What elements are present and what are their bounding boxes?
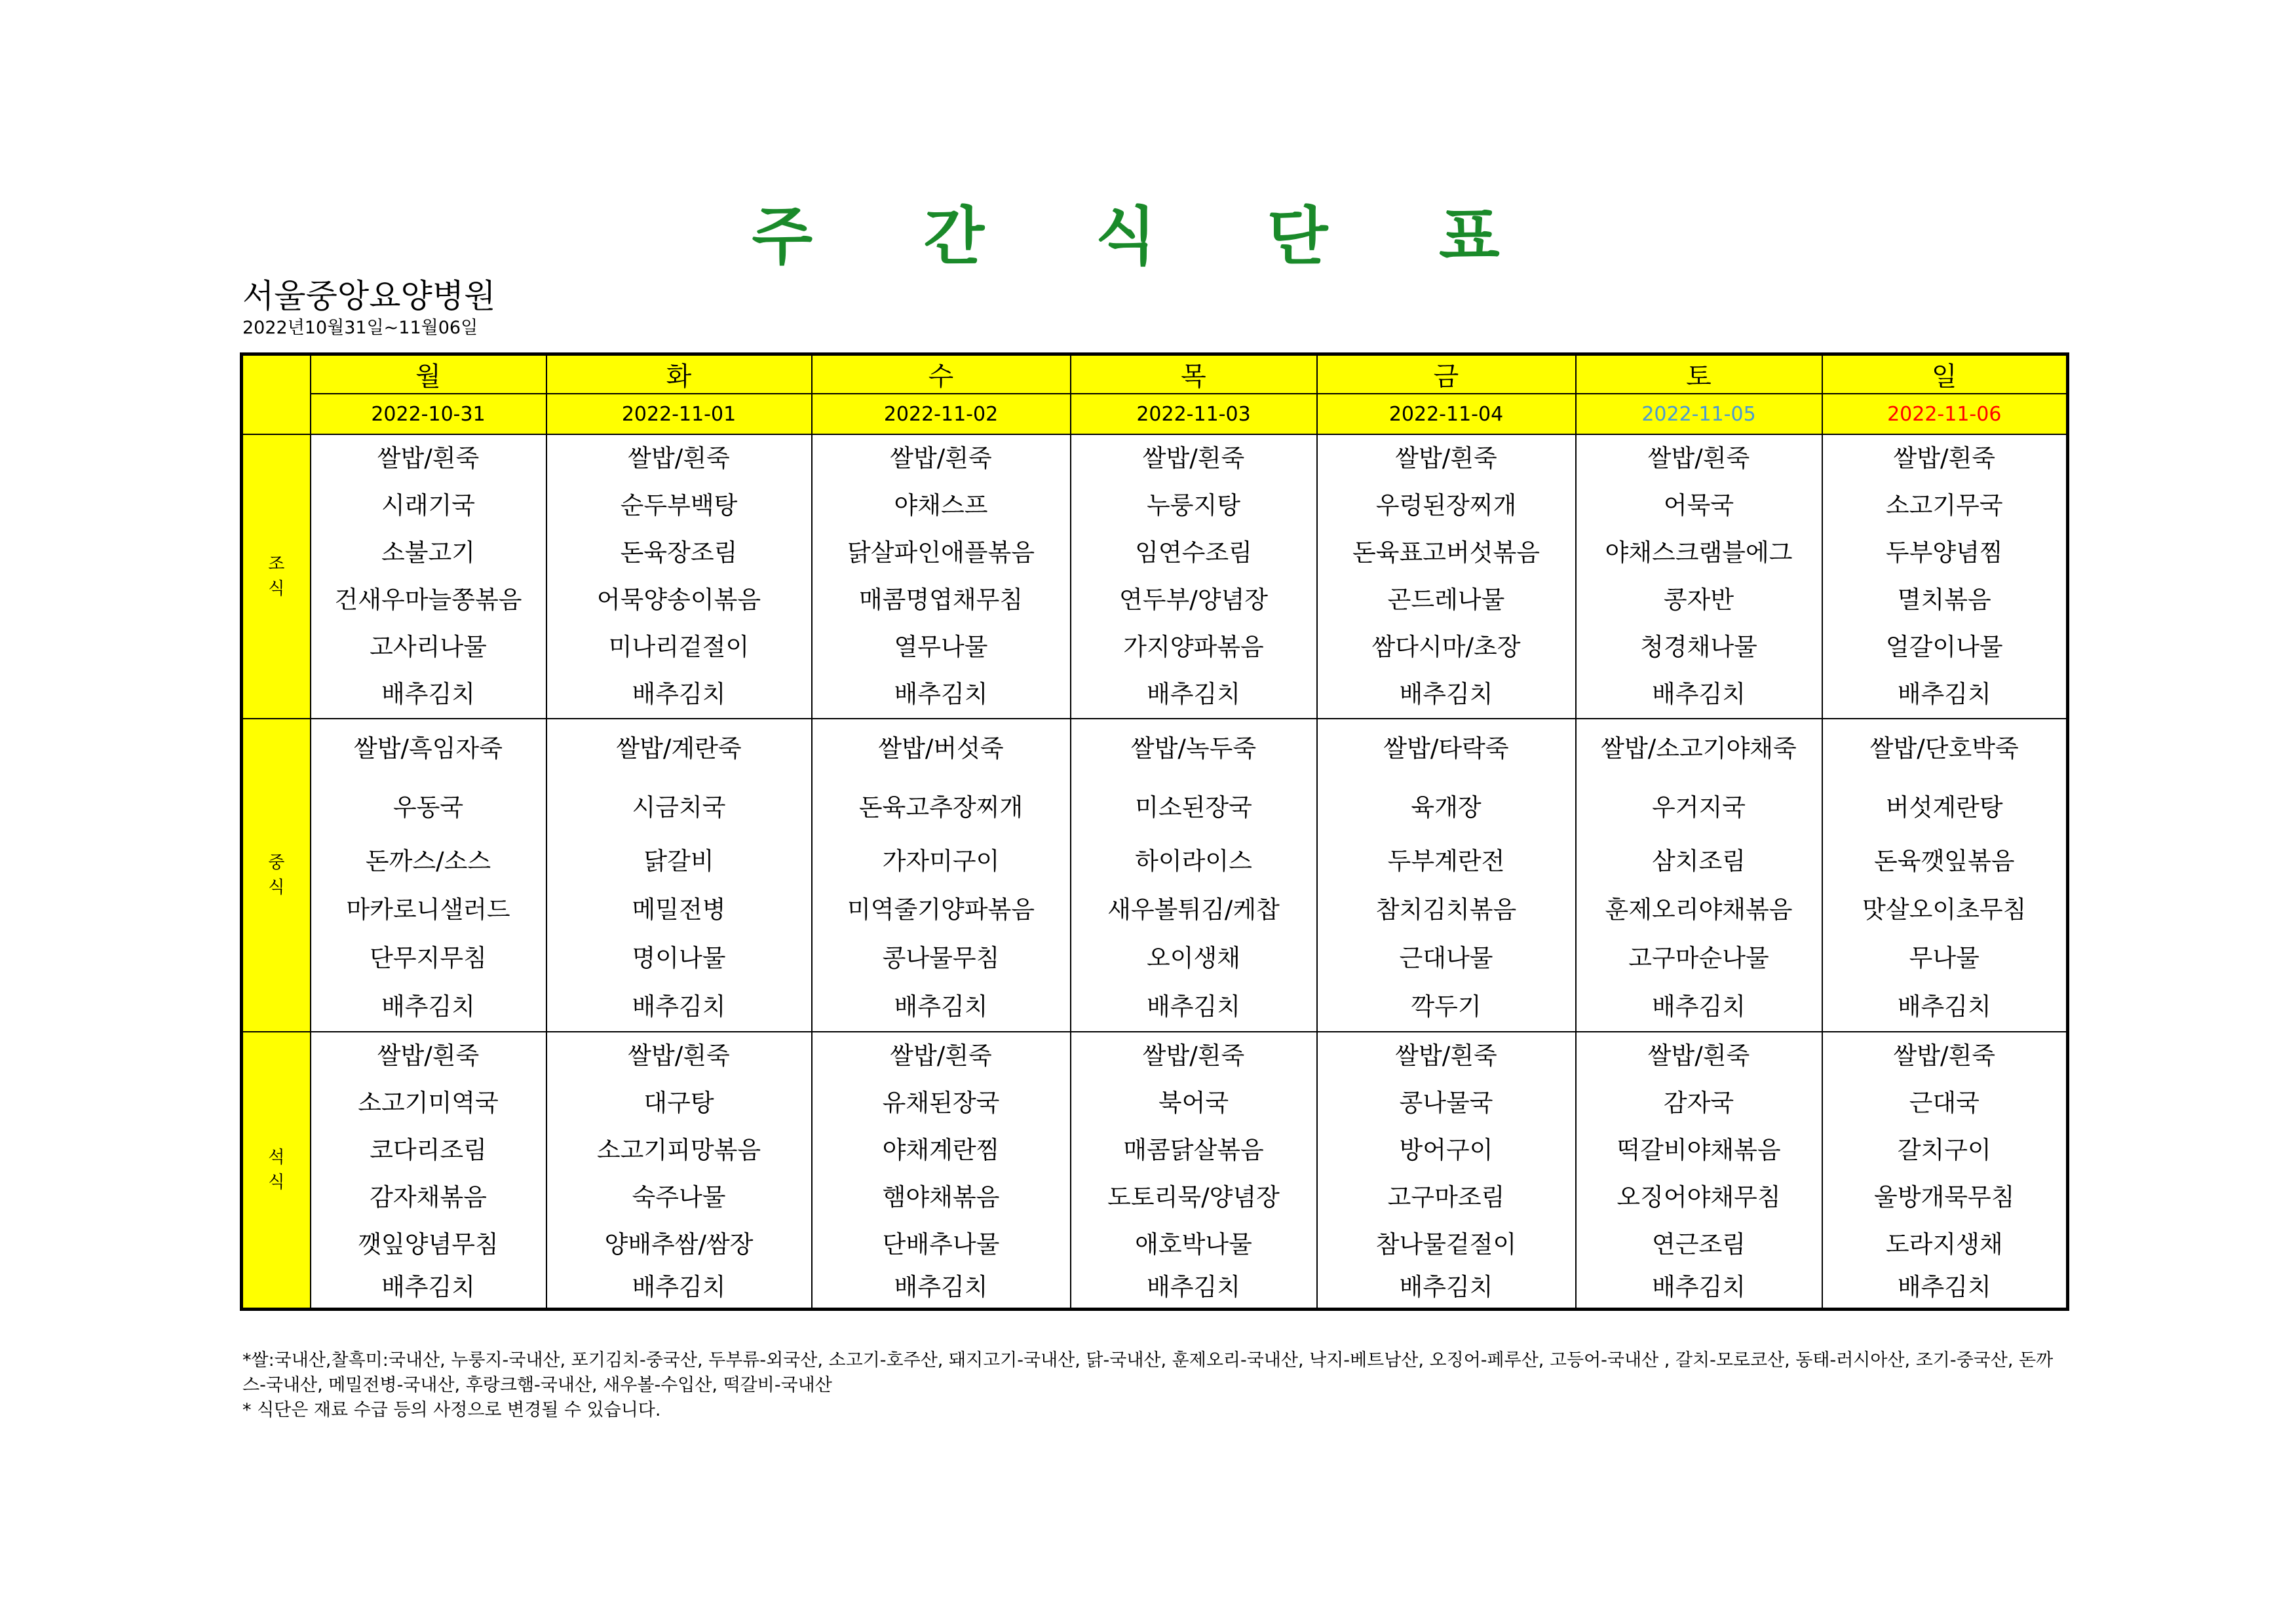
menu-item: 쌀밥/버섯죽 [878, 734, 1004, 763]
menu-item: 애호박나물 [1135, 1230, 1252, 1258]
breakfast-row [242, 434, 2068, 719]
breakfast-menu-cell [1576, 434, 1822, 719]
menu-item: 맛살오이초무침 [1862, 896, 2027, 924]
menu-item: 소고기미역국 [358, 1089, 499, 1117]
menu-item: 배추김치 [1897, 680, 1991, 708]
day-name: 토 [1576, 354, 1822, 394]
lunch-menu-cell [311, 719, 546, 1032]
menu-item: 깻잎양념무침 [358, 1230, 499, 1258]
lunch-label [242, 719, 311, 1032]
menu-item: 참치김치볶음 [1375, 896, 1517, 924]
menu-item: 돈육고추장찌개 [858, 793, 1024, 821]
corner-cell [242, 354, 311, 435]
page-title: 주 간 식 단 표 [752, 200, 1544, 273]
menu-item: 쌀밥/계란죽 [616, 734, 742, 763]
menu-item: 미소된장국 [1135, 793, 1252, 821]
menu-item: 배추김치 [1147, 1273, 1240, 1301]
menu-item: 배추김치 [381, 1273, 475, 1301]
menu-item: 우동국 [392, 793, 464, 821]
menu-item: 배추김치 [1652, 680, 1746, 708]
menu-item: 배추김치 [381, 992, 475, 1021]
menu-item: 대구탕 [643, 1089, 714, 1117]
day-name: 금 [1317, 354, 1576, 394]
menu-item: 배추김치 [632, 680, 726, 708]
menu-item: 돈육표고버섯볶음 [1352, 538, 1540, 567]
menu-item: 우거지국 [1652, 793, 1746, 821]
menu-item: 오이생채 [1147, 944, 1240, 972]
menu-item: 두부계란전 [1387, 847, 1505, 875]
menu-item: 콩나물국 [1399, 1089, 1493, 1117]
menu-item: 떡갈비야채볶음 [1617, 1136, 1781, 1164]
lunch-menu-cell [1822, 719, 2068, 1032]
menu-item: 배추김치 [894, 1273, 988, 1301]
menu-item: 임연수조림 [1135, 538, 1252, 567]
menu-item: 야채스크램블에그 [1605, 538, 1793, 567]
day-date: 2022-11-05 [1576, 394, 1822, 434]
menu-item: 가지양파볶음 [1123, 633, 1264, 661]
menu-item: 갈치구이 [1897, 1136, 1991, 1164]
menu-item: 새우볼튀김/케찹 [1107, 896, 1280, 924]
day-name: 목 [1071, 354, 1317, 394]
menu-item: 닭살파인애플볶음 [847, 538, 1035, 567]
weekly-menu-table [240, 352, 2069, 1311]
meal-label-char: 식 [268, 878, 285, 897]
menu-item: 누룽지탕 [1147, 491, 1240, 519]
menu-item: 두부양념찜 [1885, 538, 2003, 567]
menu-item: 소불고기 [381, 538, 475, 567]
menu-item: 소고기피망볶음 [596, 1136, 761, 1164]
menu-item: 매콤명엽채무침 [858, 586, 1024, 614]
day-name: 일 [1822, 354, 2068, 394]
menu-item: 근대나물 [1399, 944, 1493, 972]
menu-item: 쌀밥/흰죽 [1142, 1042, 1245, 1070]
meal-label-char: 식 [268, 1173, 285, 1192]
menu-item: 숙주나물 [632, 1183, 726, 1211]
meal-label-char: 석 [268, 1148, 285, 1167]
menu-item: 감자국 [1663, 1089, 1734, 1117]
menu-item: 곤드레나물 [1387, 586, 1505, 614]
menu-item: 콩나물무침 [882, 944, 1000, 972]
menu-item: 명이나물 [632, 944, 726, 972]
menu-item: 야채계란찜 [882, 1136, 1000, 1164]
menu-item: 근대국 [1909, 1089, 1980, 1117]
menu-item: 배추김치 [1897, 992, 1991, 1021]
menu-item: 하이라이스 [1135, 847, 1252, 875]
menu-item: 배추김치 [1652, 992, 1746, 1021]
menu-item: 순두부백탕 [620, 491, 738, 519]
menu-item: 훈제오리야채볶음 [1605, 896, 1793, 924]
menu-item: 마카로니샐러드 [346, 896, 510, 924]
menu-item: 우렁된장찌개 [1375, 491, 1517, 519]
notes [242, 1348, 2064, 1423]
menu-item: 배추김치 [1399, 1273, 1493, 1301]
change-note: * 식단은 재료 수급 등의 사정으로 변경될 수 있습니다. [242, 1400, 661, 1420]
menu-item: 양배추쌈/쌈장 [604, 1230, 754, 1258]
menu-period: 2022년10월31일~11월06일 [242, 318, 478, 338]
lunch-menu-cell [546, 719, 812, 1032]
menu-item: 배추김치 [632, 992, 726, 1021]
menu-item: 미역줄기양파볶음 [847, 896, 1035, 924]
date-header-row [242, 394, 2068, 434]
menu-item: 고구마조림 [1387, 1183, 1505, 1211]
menu-item: 쌀밥/흰죽 [890, 1042, 992, 1070]
menu-item: 메밀전병 [632, 896, 726, 924]
dinner-menu-cell [1822, 1032, 2068, 1310]
menu-item: 열무나물 [894, 633, 988, 661]
menu-item: 배추김치 [381, 680, 475, 708]
menu-item: 어묵양송이볶음 [596, 586, 761, 614]
menu-item: 쌀밥/흰죽 [628, 444, 730, 472]
menu-item: 야채스프 [894, 491, 988, 519]
menu-item: 쌀밥/흰죽 [1142, 444, 1245, 472]
menu-item: 쌀밥/흰죽 [1395, 444, 1497, 472]
day-date: 2022-11-04 [1317, 394, 1576, 434]
dinner-menu-cell [546, 1032, 812, 1310]
menu-item: 육개장 [1411, 793, 1482, 821]
dinner-menu-cell [311, 1032, 546, 1310]
menu-item: 연두부/양념장 [1119, 586, 1268, 614]
menu-item: 건새우마늘쫑볶음 [334, 586, 522, 614]
origin-note: *쌀:국내산,찰흑미:국내산, 누룽지-국내산, 포기김치-중국산, 두부류-외국산, 소고기-호주산, 돼지고기-국내산, 닭-국내산, 훈제오리-국내산, 낙지-베트남산, 오징어-페루산, 고등어-국내산 , 갈치-모로코산, 동태-러시아산, 조기-중국산, 돈까스-국내산, 메밀전병-국내산, 후랑크햄-국내산, 새우볼-수입산, 떡갈비-국내산 [242, 1350, 2054, 1395]
day-name: 월 [311, 354, 546, 394]
meal-label-char: 식 [268, 579, 285, 599]
dinner-row [242, 1032, 2068, 1310]
hospital-name: 서울중앙요양병원 [242, 277, 496, 315]
breakfast-menu-cell [1317, 434, 1576, 719]
menu-item: 북어국 [1158, 1089, 1229, 1117]
menu-item: 방어구이 [1399, 1136, 1493, 1164]
menu-item: 쌀밥/흰죽 [628, 1042, 730, 1070]
menu-item: 어묵국 [1663, 491, 1734, 519]
menu-item: 콩자반 [1663, 586, 1734, 614]
menu-item: 쌀밥/흰죽 [1893, 444, 1995, 472]
menu-item: 쌈다시마/초장 [1371, 633, 1521, 661]
menu-item: 돈까스/소스 [365, 847, 491, 875]
menu-item: 매콤닭살볶음 [1123, 1136, 1264, 1164]
meal-label-char: 조 [268, 554, 285, 574]
day-date: 2022-10-31 [311, 394, 546, 434]
dinner-menu-cell [1317, 1032, 1576, 1310]
lunch-row [242, 719, 2068, 1032]
menu-item: 감자채볶음 [370, 1183, 487, 1211]
lunch-menu-cell [812, 719, 1071, 1032]
menu-item: 돈육깻잎볶음 [1874, 847, 2015, 875]
dinner-menu-cell [812, 1032, 1071, 1310]
menu-item: 배추김치 [894, 992, 988, 1021]
menu-item: 쌀밥/타락죽 [1383, 734, 1509, 763]
menu-item: 가자미구이 [882, 847, 1000, 875]
dinner-label [242, 1032, 311, 1310]
menu-item: 버섯계란탕 [1885, 793, 2003, 821]
menu-item: 배추김치 [1147, 992, 1240, 1021]
menu-item: 쌀밥/흰죽 [1893, 1042, 1995, 1070]
dinner-menu-cell [1576, 1032, 1822, 1310]
menu-item: 삼치조림 [1652, 847, 1746, 875]
menu-item: 무나물 [1909, 944, 1980, 972]
menu-item: 오징어야채무침 [1617, 1183, 1781, 1211]
menu-item: 돈육장조림 [620, 538, 738, 567]
menu-item: 도라지생채 [1885, 1230, 2003, 1258]
breakfast-menu-cell [812, 434, 1071, 719]
day-date: 2022-11-06 [1822, 394, 2068, 434]
menu-item: 닭갈비 [643, 847, 714, 875]
menu-item: 시래기국 [381, 491, 475, 519]
breakfast-menu-cell [1071, 434, 1317, 719]
menu-item: 쌀밥/흰죽 [1395, 1042, 1497, 1070]
menu-item: 배추김치 [632, 1273, 726, 1301]
day-date: 2022-11-02 [812, 394, 1071, 434]
menu-item: 코다리조림 [370, 1136, 487, 1164]
day-header-row [242, 354, 2068, 394]
lunch-menu-cell [1317, 719, 1576, 1032]
menu-item: 미나리겉절이 [608, 633, 750, 661]
day-date: 2022-11-03 [1071, 394, 1317, 434]
menu-item: 도토리묵/양념장 [1107, 1183, 1280, 1211]
day-name: 수 [812, 354, 1071, 394]
day-name: 화 [546, 354, 812, 394]
menu-item: 시금치국 [632, 793, 726, 821]
breakfast-menu-cell [1822, 434, 2068, 719]
menu-item: 쌀밥/흰죽 [1647, 1042, 1750, 1070]
menu-item: 쌀밥/녹두죽 [1130, 734, 1257, 763]
menu-item: 청경채나물 [1640, 633, 1757, 661]
menu-item: 배추김치 [1897, 1273, 1991, 1301]
menu-item: 고사리나물 [370, 633, 487, 661]
breakfast-menu-cell [546, 434, 812, 719]
menu-item: 배추김치 [894, 680, 988, 708]
lunch-menu-cell [1071, 719, 1317, 1032]
menu-item: 쌀밥/흑임자죽 [354, 734, 503, 763]
menu-item: 단무지무침 [370, 944, 487, 972]
menu-item: 쌀밥/소고기야채죽 [1601, 734, 1797, 763]
menu-item: 햄야채볶음 [882, 1183, 1000, 1211]
menu-item: 멸치볶음 [1897, 586, 1991, 614]
lunch-menu-cell [1576, 719, 1822, 1032]
menu-item: 쌀밥/흰죽 [1647, 444, 1750, 472]
menu-item: 얼갈이나물 [1885, 633, 2003, 661]
menu-item: 배추김치 [1652, 1273, 1746, 1301]
menu-item: 소고기무국 [1885, 491, 2003, 519]
menu-item: 쌀밥/흰죽 [890, 444, 992, 472]
day-date: 2022-11-01 [546, 394, 812, 434]
menu-item: 유채된장국 [882, 1089, 1000, 1117]
breakfast-menu-cell [311, 434, 546, 719]
breakfast-label [242, 434, 311, 719]
menu-item: 참나물겉절이 [1375, 1230, 1517, 1258]
menu-item: 배추김치 [1399, 680, 1493, 708]
menu-item: 고구마순나물 [1628, 944, 1769, 972]
menu-item: 단배추나물 [882, 1230, 1000, 1258]
menu-item: 연근조림 [1652, 1230, 1746, 1258]
menu-item: 쌀밥/흰죽 [377, 1042, 480, 1070]
menu-item: 쌀밥/단호박죽 [1869, 734, 2019, 763]
menu-item: 울방개묵무침 [1874, 1183, 2015, 1211]
menu-item: 쌀밥/흰죽 [377, 444, 480, 472]
meal-label-char: 중 [268, 853, 285, 873]
menu-item: 배추김치 [1147, 680, 1240, 708]
menu-item: 깍두기 [1411, 992, 1482, 1021]
dinner-menu-cell [1071, 1032, 1317, 1310]
